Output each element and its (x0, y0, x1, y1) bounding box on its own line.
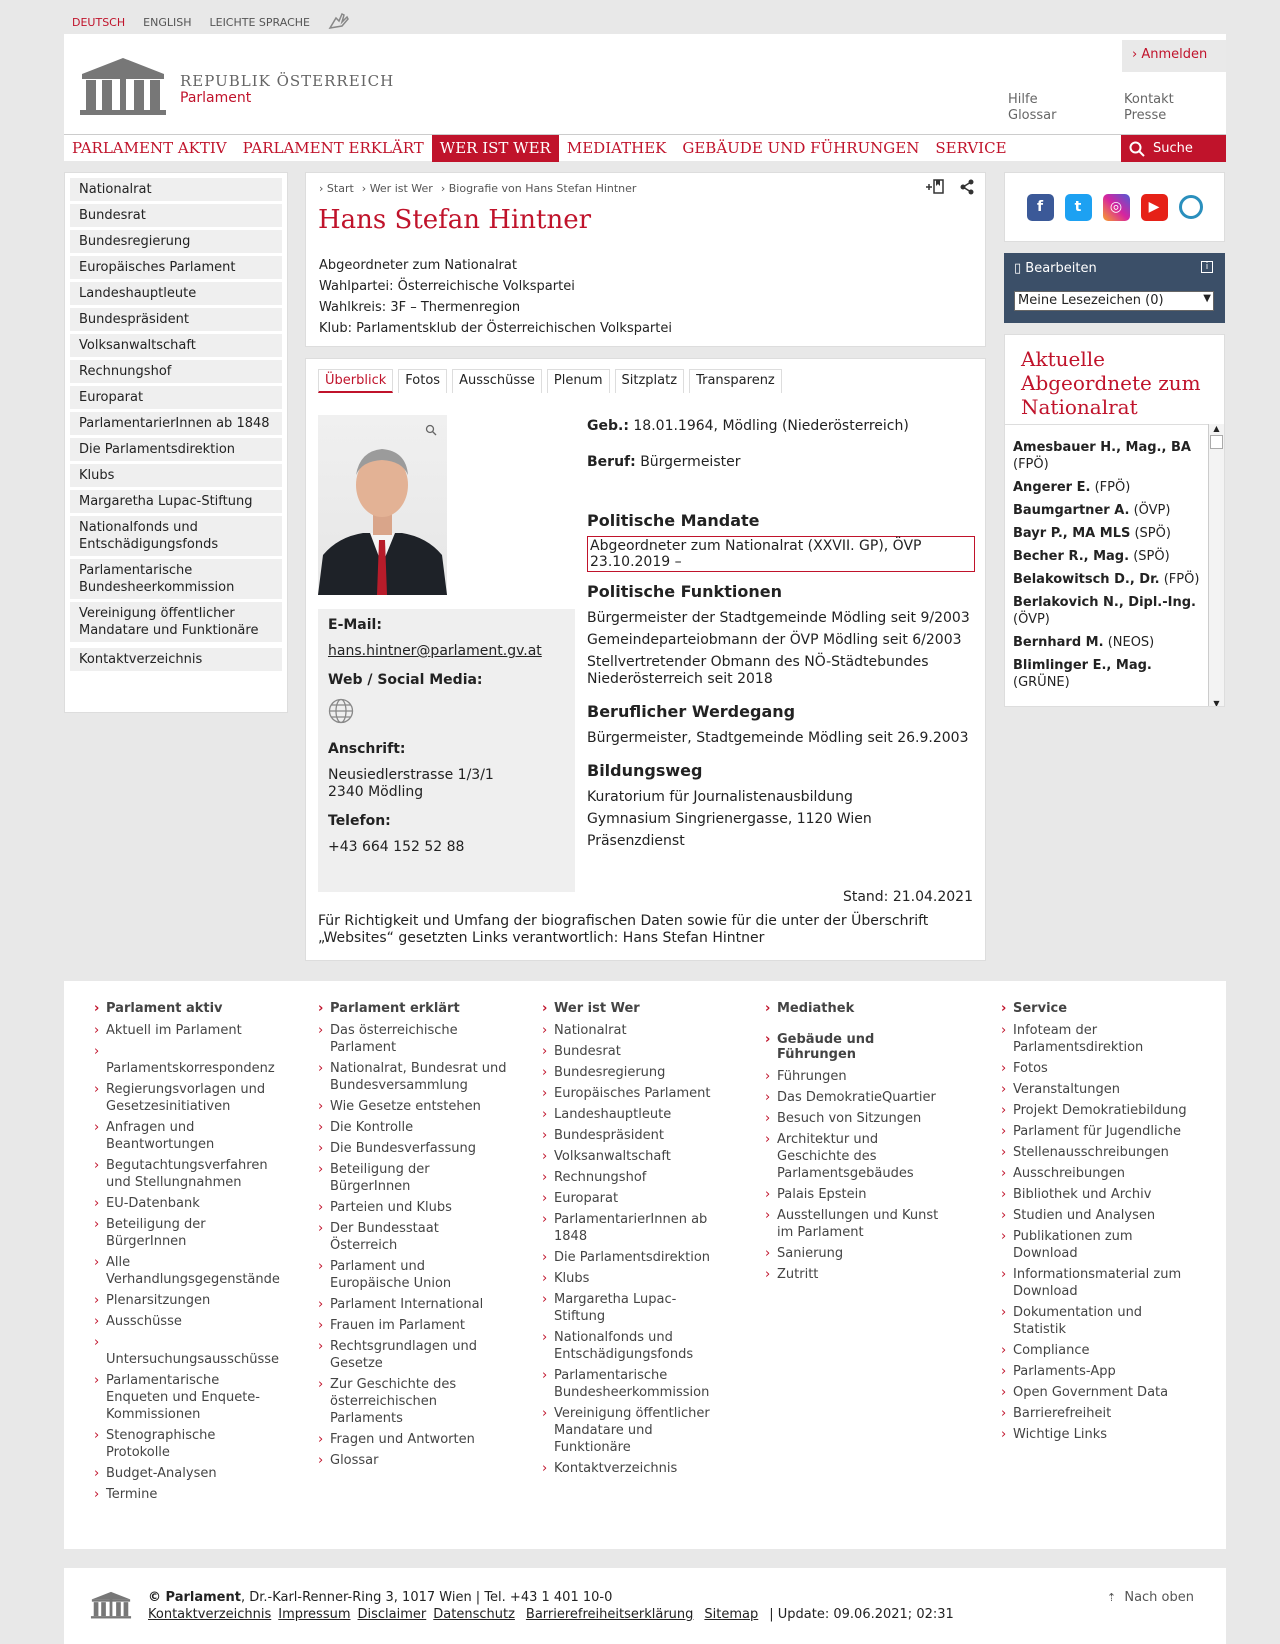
footer-link[interactable]: › Fotos (1001, 1060, 1191, 1077)
web-label: Web / Social Media: (328, 672, 483, 688)
education-item: Gymnasium Singrienergasse, 1120 Wien (587, 811, 872, 827)
main-navigation (64, 134, 1226, 161)
footer-heading[interactable]: › Service (1001, 1001, 1191, 1016)
sidebar-item-bundesheerkommission[interactable]: Parlamentarische Bundesheerkommission (70, 559, 282, 599)
email-link[interactable]: hans.hintner@parlament.gv.at (328, 643, 542, 659)
divider (1005, 424, 1225, 425)
sidebar-item-nationalrat[interactable]: Nationalrat (70, 178, 282, 201)
footer-link[interactable]: › Untersuchungsausschüsse (94, 1334, 279, 1368)
footer-col-service (1001, 1001, 1191, 1447)
footer-link[interactable]: › Margaretha Lupac-Stiftung (542, 1291, 722, 1325)
footer-link[interactable]: › Rechtsgrundlagen und Gesetze (318, 1338, 508, 1372)
mandates-heading: Politische Mandate (587, 511, 760, 530)
update-info: | Update: 09.06.2021; 02:31 (769, 1607, 954, 1622)
phone-value: +43 664 152 52 88 (328, 839, 465, 855)
footer-heading[interactable]: › Parlament aktiv (94, 1001, 279, 1016)
login-label: Anmelden (1141, 47, 1208, 62)
bookmark-select[interactable] (1014, 291, 1214, 311)
footer-link[interactable]: › Parlamentskorrespondenz (94, 1043, 279, 1077)
bookmark-add-icon[interactable] (925, 179, 945, 199)
sidebar-item-kontaktverzeichnis[interactable]: Kontaktverzeichnis (70, 648, 282, 671)
address-value (328, 767, 565, 801)
footer-col-mediathek-gebaeude (765, 1001, 950, 1287)
footer-link[interactable]: › Stenographische Protokolle (94, 1427, 279, 1461)
external-service-icon[interactable] (1179, 195, 1203, 219)
search-button[interactable] (1121, 135, 1226, 162)
copyright: © Parlament (148, 1590, 241, 1605)
footer-link[interactable]: › Das DemokratieQuartier (765, 1089, 950, 1106)
footer-heading[interactable]: › Wer ist Wer (542, 1001, 722, 1016)
address-label: Anschrift: (328, 741, 406, 757)
function-item: Stellvertretender Obmann des NÖ-Städtebundes Niederösterreich seit 2018 (587, 654, 929, 687)
copyright-line (148, 1590, 612, 1605)
phone-label: Telefon: (328, 813, 391, 829)
bookmark-title[interactable]: Bearbeiten (1025, 261, 1097, 276)
mandate-text: Abgeordneter zum Nationalrat (XXVII. GP), ÖVP (590, 538, 922, 554)
sign-language-icon[interactable] (328, 12, 350, 33)
globe-icon[interactable] (328, 698, 565, 729)
summary-party: Wahlpartei: Österreichische Volkspartei (319, 279, 575, 294)
address-line-2: 2340 Mödling (328, 784, 424, 800)
footer-link[interactable]: › Vereinigung öffentlicher Mandatare und Funktionäre (542, 1405, 722, 1456)
footer-link[interactable]: › Parteien und Klubs (318, 1199, 508, 1216)
header-links-2 (1124, 92, 1174, 124)
footer-link[interactable]: › Plenarsitzungen (94, 1292, 279, 1309)
sidebar-item-volksanwaltschaft[interactable]: Volksanwaltschaft (70, 334, 282, 357)
datenschutz-link[interactable]: Datenschutz (433, 1607, 515, 1622)
tab-sitzplatz[interactable]: Sitzplatz (615, 369, 685, 393)
bottom-bar (64, 1568, 1226, 1644)
list-item[interactable]: Angerer E. (FPÖ) (1013, 480, 1131, 495)
scroll-thumb[interactable] (1210, 435, 1223, 449)
bookmark-icon: ▯ (1014, 261, 1022, 276)
youtube-icon[interactable]: ▶ (1141, 194, 1168, 221)
nav-parlament-aktiv[interactable]: PARLAMENT AKTIV (72, 139, 227, 157)
help-link[interactable]: Hilfe (1008, 92, 1038, 107)
profile-summary (319, 255, 672, 339)
back-to-top-label: Nach oben (1124, 1590, 1194, 1605)
mandate-box (587, 536, 975, 572)
footer-link[interactable]: › Zutritt (765, 1266, 950, 1283)
footer-link[interactable]: › Studien und Analysen (1001, 1207, 1191, 1224)
footer-link[interactable]: › Budget-Analysen (94, 1465, 279, 1482)
list-item[interactable]: Blimlinger E., Mag. (GRÜNE) (1013, 658, 1152, 690)
profile-detail (305, 358, 986, 961)
mandate-date: 23.10.2019 – (590, 554, 682, 570)
back-to-top-button[interactable] (1107, 1590, 1194, 1605)
info-icon[interactable]: i (1201, 261, 1213, 273)
footer-link[interactable]: › Barrierefreiheit (1001, 1405, 1191, 1422)
footer-link[interactable]: › Europarat (542, 1190, 722, 1207)
footer-link[interactable]: › Fragen und Antworten (318, 1431, 508, 1448)
footer-link[interactable]: › Veranstaltungen (1001, 1081, 1191, 1098)
footer-link[interactable]: › Ausstellungen und Kunst im Parlament (765, 1207, 950, 1241)
footer-link[interactable]: › Bundesregierung (542, 1064, 722, 1081)
lang-english-link[interactable]: ENGLISH (143, 16, 192, 29)
sidebar-item-europarat[interactable]: Europarat (70, 386, 282, 409)
birth-value: 18.01.1964, Mödling (Niederösterreich) (633, 418, 909, 434)
footer-heading[interactable]: › Mediathek (765, 1001, 950, 1016)
address: , Dr.-Karl-Renner-Ring 3, 1017 Wien | Tel. +43 1 401 10-0 (240, 1590, 613, 1605)
scrollbar[interactable] (1208, 424, 1224, 707)
list-item[interactable]: Belakowitsch D., Dr. (FPÖ) (1013, 572, 1200, 587)
footer-link[interactable]: › Europäisches Parlament (542, 1085, 722, 1102)
education-item: Präsenzdienst (587, 833, 685, 849)
footer-link[interactable]: › Anfragen und Beantwortungen (94, 1119, 279, 1153)
header-links-1 (1008, 92, 1057, 124)
footer-link[interactable]: › Volksanwaltschaft (542, 1148, 722, 1165)
sidebar-item-eu-parlament[interactable]: Europäisches Parlament (70, 256, 282, 279)
tab-bar (318, 369, 782, 393)
footer-link[interactable]: › Nationalrat, Bundesrat und Bundesversammlung (318, 1060, 508, 1094)
responsibility-note: Für Richtigkeit und Umfang der biografischen Daten sowie für die unter der Überschrift „Websites“ gesetzten Links verantwortlich: Hans Stefan Hintner (318, 913, 929, 946)
tab-transparenz[interactable]: Transparenz (689, 369, 782, 393)
parliament-logo-icon (90, 1588, 132, 1624)
site-logo[interactable] (78, 52, 394, 116)
footer-link[interactable]: › Parlamentarische Enqueten und Enquete-Kommissionen (94, 1372, 279, 1423)
press-link[interactable]: Presse (1124, 108, 1167, 123)
sidebar-item-parlamentsdirektion[interactable]: Die Parlamentsdirektion (70, 438, 282, 461)
footer-link[interactable]: › Nationalfonds und Entschädigungsfonds (542, 1329, 722, 1363)
career-item: Bürgermeister, Stadtgemeinde Mödling seit 26.9.2003 (587, 730, 969, 746)
portrait-photo[interactable] (318, 415, 447, 595)
footer-link[interactable]: › Projekt Demokratiebildung (1001, 1102, 1191, 1119)
footer-link[interactable]: › Zur Geschichte des österreichischen Parlaments (318, 1376, 508, 1427)
footer-link[interactable]: › Parlament International (318, 1296, 508, 1313)
profile-tools (925, 179, 975, 199)
list-item[interactable]: Bernhard M. (NEOS) (1013, 635, 1155, 650)
footer-link[interactable]: › Führungen (765, 1068, 950, 1085)
sidebar-item-bundespraesident[interactable]: Bundespräsident (70, 308, 282, 331)
birth-label: Geb.: (587, 418, 629, 434)
footer-link[interactable]: › Klubs (542, 1270, 722, 1287)
deputies-list-title: Aktuelle Abgeordnete zum Nationalrat (1021, 347, 1201, 419)
footer-col-parlament-aktiv (94, 1001, 279, 1507)
tab-ueberblick[interactable]: Überblick (318, 369, 393, 393)
contact-link[interactable]: Kontakt (1124, 92, 1174, 107)
function-item: Bürgermeister der Stadtgemeinde Mödling seit 9/2003 (587, 610, 970, 626)
list-item[interactable]: Baumgartner A. (ÖVP) (1013, 503, 1171, 518)
deputies-list-panel (1004, 334, 1225, 707)
footer-link[interactable]: › Landeshauptleute (542, 1106, 722, 1123)
nav-parlament-erklaert[interactable]: PARLAMENT ERKLÄRT (242, 139, 424, 157)
footer-link[interactable]: › Beteiligung der BürgerInnen (94, 1216, 279, 1250)
list-item[interactable]: Bayr P., MA MLS (SPÖ) (1013, 526, 1171, 541)
footer-link[interactable]: › Bibliothek und Archiv (1001, 1186, 1191, 1203)
logo-subtitle: Parlament (180, 90, 252, 106)
profession-row (587, 451, 975, 473)
breadcrumb-start[interactable]: Start (326, 182, 354, 195)
footer-link[interactable]: › Frauen im Parlament (318, 1317, 508, 1334)
lang-easy-link[interactable]: LEICHTE SPRACHE (209, 16, 310, 29)
address-line-1: Neusiedlerstrasse 1/3/1 (328, 767, 494, 783)
breadcrumb-wer-ist-wer[interactable]: Wer ist Wer (369, 182, 433, 195)
arrow-up-icon: ⇡ (1106, 1591, 1117, 1604)
twitter-icon[interactable]: t (1065, 194, 1092, 221)
login-button[interactable]: › Anmelden (1122, 40, 1226, 72)
deputies-list (1013, 439, 1209, 697)
function-item: Gemeindeparteiobmann der ÖVP Mödling seit 6/2003 (587, 632, 962, 648)
logo-text (180, 72, 394, 106)
profession-value: Bürgermeister (640, 454, 741, 470)
scroll-up-icon[interactable]: ▲ (1213, 424, 1220, 433)
language-bar (72, 12, 350, 33)
chevron-down-icon: ▼ (1203, 293, 1211, 304)
footer-link[interactable]: › Der Bundesstaat Österreich (318, 1220, 508, 1254)
site-header (64, 34, 1226, 134)
social-links (1004, 172, 1225, 242)
glossary-link[interactable]: Glossar (1008, 108, 1057, 123)
footer-col-parlament-erklaert (318, 1001, 508, 1473)
footer-link[interactable]: › Parlament und Europäische Union (318, 1258, 508, 1292)
bookmark-select-value: Meine Lesezeichen (0) (1018, 293, 1164, 308)
footer-link[interactable]: › Rechnungshof (542, 1169, 722, 1186)
profession-label: Beruf: (587, 454, 636, 470)
footer-link[interactable]: › Palais Epstein (765, 1186, 950, 1203)
footer-link[interactable]: › Publikationen zum Download (1001, 1228, 1191, 1262)
tab-plenum[interactable]: Plenum (547, 369, 610, 393)
footer-link[interactable]: › Alle Verhandlungsgegenstände (94, 1254, 279, 1288)
logo-title: REPUBLIK ÖSTERREICH (180, 72, 395, 90)
footer-link[interactable]: › Die Bundesverfassung (318, 1140, 508, 1157)
education-item: Kuratorium für Journalistenausbildung (587, 789, 853, 805)
list-item[interactable]: Berlakovich N., Dipl.-Ing. (ÖVP) (1013, 595, 1196, 627)
footer-link[interactable]: › Compliance (1001, 1342, 1191, 1359)
page-title: Hans Stefan Hintner (318, 205, 592, 235)
breadcrumb: › Start › Wer ist Wer › Biografie von Hans Stefan Hintner (319, 182, 637, 195)
bookmark-panel (1004, 253, 1225, 323)
contact-box (318, 609, 575, 892)
footer-link[interactable]: › Parlamentarische Bundesheerkommission (542, 1367, 722, 1401)
footer-link[interactable]: › Dokumentation und Statistik (1001, 1304, 1191, 1338)
nav-mediathek[interactable]: MEDIATHEK (566, 139, 667, 157)
footer-link[interactable]: › Wichtige Links (1001, 1426, 1191, 1443)
footer-link[interactable]: › Regierungsvorlagen und Gesetzesinitiativen (94, 1081, 279, 1115)
lang-deutsch-link[interactable]: DEUTSCH (72, 16, 126, 29)
footer-link[interactable]: › Das österreichische Parlament (318, 1022, 508, 1056)
last-updated: Stand: 21.04.2021 (842, 889, 973, 905)
email-label: E-Mail: (328, 617, 382, 633)
footer-col-wer-ist-wer (542, 1001, 722, 1481)
scroll-down-icon[interactable]: ▼ (1213, 699, 1220, 707)
sidebar (64, 172, 288, 713)
summary-club: Klub: Parlamentsklub der Österreichischen Volkspartei (319, 321, 672, 336)
footer-link[interactable]: › EU-Datenbank (94, 1195, 279, 1212)
tab-fotos[interactable]: Fotos (398, 369, 447, 393)
zoom-icon[interactable] (425, 421, 437, 440)
barrierefreiheit-link[interactable]: Barrierefreiheitserklärung (525, 1607, 694, 1622)
footer-link[interactable]: › Begutachtungsverfahren und Stellungnahmen (94, 1157, 279, 1191)
footer-link[interactable]: › Bundespräsident (542, 1127, 722, 1144)
footer-link[interactable]: › Glossar (318, 1452, 508, 1469)
footer-link[interactable]: › Beteiligung der BürgerInnen (318, 1161, 508, 1195)
footer-link[interactable]: › Open Government Data (1001, 1384, 1191, 1401)
legal-links (148, 1607, 954, 1622)
list-item[interactable]: Amesbauer H., Mag., BA (FPÖ) (1013, 440, 1191, 472)
sidebar-item-bundesrat[interactable]: Bundesrat (70, 204, 282, 227)
list-item[interactable]: Becher R., Mag. (SPÖ) (1013, 549, 1170, 564)
footer-link[interactable]: › Ausschüsse (94, 1313, 279, 1330)
career-heading: Beruflicher Werdegang (587, 702, 796, 721)
birth-row (587, 415, 975, 437)
disclaimer-link[interactable]: Disclaimer (357, 1607, 427, 1622)
nav-gebaeude[interactable]: GEBÄUDE UND FÜHRUNGEN (682, 139, 920, 157)
footer-link[interactable]: › Stellenausschreibungen (1001, 1144, 1191, 1161)
footer-link[interactable]: › Die Parlamentsdirektion (542, 1249, 722, 1266)
footer-link[interactable]: › Informationsmaterial zum Download (1001, 1266, 1191, 1300)
instagram-icon[interactable]: ◎ (1103, 194, 1130, 221)
footer-link[interactable]: › Termine (94, 1486, 279, 1503)
footer-link[interactable]: › ParlamentarierInnen ab 1848 (542, 1211, 722, 1245)
sidebar-item-rechnungshof[interactable]: Rechnungshof (70, 360, 282, 383)
kontaktverzeichnis-link[interactable]: Kontaktverzeichnis (148, 1607, 272, 1622)
footer-link[interactable]: › Nationalrat (542, 1022, 722, 1039)
nav-service[interactable]: SERVICE (935, 139, 1007, 157)
breadcrumb-current: Biografie von Hans Stefan Hintner (448, 182, 637, 195)
nav-wer-ist-wer[interactable]: WER IST WER (432, 135, 559, 162)
summary-constituency: Wahlkreis: 3F – Thermenregion (319, 300, 521, 315)
bio-info (587, 415, 975, 852)
sidebar-item-vereinigung[interactable]: Vereinigung öffentlicher Mandatare und Funktionäre (70, 602, 282, 642)
footer-link[interactable]: › Ausschreibungen (1001, 1165, 1191, 1182)
sidebar-item-lupac-stiftung[interactable]: Margaretha Lupac-Stiftung (70, 490, 282, 513)
tab-ausschuesse[interactable]: Ausschüsse (452, 369, 542, 393)
footer-link[interactable]: › Die Kontrolle (318, 1119, 508, 1136)
footer-link[interactable]: › Sanierung (765, 1245, 950, 1262)
footer-link[interactable]: › Architektur und Geschichte des Parlamentsgebäudes (765, 1131, 950, 1182)
footer-link[interactable]: › Wie Gesetze entstehen (318, 1098, 508, 1115)
sidebar-item-bundesregierung[interactable]: Bundesregierung (70, 230, 282, 253)
footer-link[interactable]: › Parlament für Jugendliche (1001, 1123, 1191, 1140)
summary-role: Abgeordneter zum Nationalrat (319, 258, 517, 273)
search-label: Suche (1153, 141, 1193, 156)
sidebar-item-landeshauptleute[interactable]: Landeshauptleute (70, 282, 282, 305)
sidebar-item-klubs[interactable]: Klubs (70, 464, 282, 487)
footer-link[interactable]: › Parlaments-App (1001, 1363, 1191, 1380)
functions-heading: Politische Funktionen (587, 582, 782, 601)
impressum-link[interactable]: Impressum (278, 1607, 351, 1622)
footer-sitemap (64, 981, 1226, 1549)
sidebar-item-nationalfonds[interactable]: Nationalfonds und Entschädigungsfonds (70, 516, 282, 556)
search-icon (1129, 141, 1145, 157)
footer-link[interactable]: › Infoteam der Parlamentsdirektion (1001, 1022, 1191, 1056)
sitemap-link[interactable]: Sitemap (704, 1607, 759, 1622)
footer-heading[interactable]: › Parlament erklärt (318, 1001, 508, 1016)
footer-heading[interactable]: › Gebäude und Führungen (765, 1032, 950, 1062)
facebook-icon[interactable]: f (1027, 194, 1054, 221)
footer-link[interactable]: › Aktuell im Parlament (94, 1022, 279, 1039)
share-icon[interactable] (959, 179, 975, 199)
education-heading: Bildungsweg (587, 761, 703, 780)
profile-header (305, 172, 986, 347)
parliament-logo-icon (78, 52, 168, 116)
footer-link[interactable]: › Besuch von Sitzungen (765, 1110, 950, 1127)
footer-link[interactable]: › Kontaktverzeichnis (542, 1460, 722, 1477)
sidebar-item-parlamentarierinnen[interactable]: ParlamentarierInnen ab 1848 (70, 412, 282, 435)
footer-link[interactable]: › Bundesrat (542, 1043, 722, 1060)
